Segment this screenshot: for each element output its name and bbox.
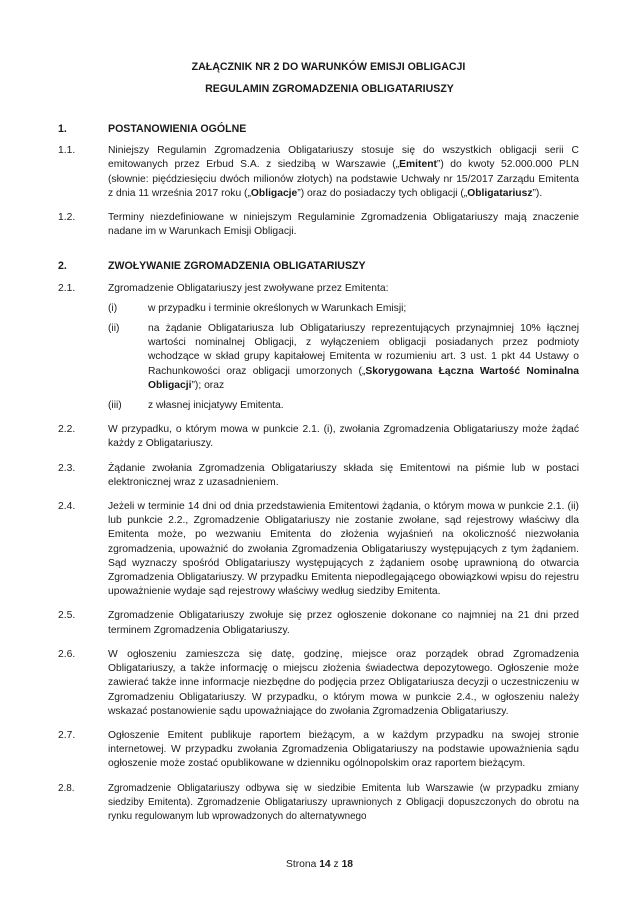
paragraph-2-3 xyxy=(58,462,579,490)
paragraph-1-1 xyxy=(58,144,579,201)
paragraph-number: 2.3. xyxy=(58,462,76,474)
paragraph-text: Zgromadzenie Obligatariuszy odbywa się w siedzibie Emitenta lub Warszawie (w przypadku zmiany siedziby Emitenta). Zgromadzenie Obligatariuszy uprawnionych z Obligacji dopuszczonych do obrotu na rynku regulowanym lub wprowadzonych do alternatywnego xyxy=(108,782,579,822)
section-heading xyxy=(58,122,579,136)
paragraph-text: Żądanie zwołania Zgromadzenia Obligatariuszy składa się Emitentowi na piśmie lub w postaci elektronicznej wraz z uzasadnieniem. xyxy=(108,462,579,488)
paragraph-2-8 xyxy=(58,782,579,825)
paragraph-text xyxy=(108,144,579,201)
section-number: 1. xyxy=(58,123,67,135)
paragraph-text: Zgromadzenie Obligatariuszy zwołuje się przez ogłoszenie dokonane co najmniej na 21 dni przed terminem Zgromadzenia Obligatariuszy. xyxy=(108,610,579,636)
text-run: ”) do kwoty 52.000.000 PLN (słownie: pięćdziesięciu dwóch milionów złotych) na podstawie Uchwały nr 15/2017 Zarządu Emitenta z dnia 11 września 2017 roku („ xyxy=(108,159,579,199)
paragraph-number: 1.1. xyxy=(58,145,76,157)
paragraph-number: 2.5. xyxy=(58,610,76,622)
text-run: ”) oraz do posiadaczy tych obligacji („ xyxy=(297,187,468,199)
paragraph-text: W ogłoszeniu zamieszcza się datę, godzinę, miejsce oraz porządek obrad Zgromadzenia Obligatariuszy, a także informację o miejscu złożenia świadectwa depozytowego. Ogłoszenie może zawierać także inne informacje niezbędne do podjęcia przez Obligatariusza decyzji o uczestniczeniu w Zgromadzeniu Obligatariuszy. W przypadku, o którym mowa w punkcie 2.4., w ogłoszeniu należy wskazać postanowienie sądu upoważniające do zwołania Zgromadzenia Obligatariuszy. xyxy=(108,648,579,717)
paragraph-2-2 xyxy=(58,423,579,451)
section-title: ZWOŁYWANIE ZGROMADZENIA OBLIGATARIUSZY xyxy=(108,260,366,273)
paragraph-2-4 xyxy=(58,500,579,599)
section-title: POSTANOWIENIA OGÓLNE xyxy=(108,123,247,135)
paragraph-number: 2.7. xyxy=(58,729,76,741)
paragraph-number: 2.8. xyxy=(58,782,75,794)
page-footer xyxy=(0,858,639,872)
subpoint-iii xyxy=(108,399,579,413)
paragraph-text: W przypadku, o którym mowa w punkcie 2.1. (i), zwołania Zgromadzenia Obligatariuszy może żądać każdy z Obligatariuszy. xyxy=(108,424,579,450)
subpoint-number: (ii) xyxy=(108,323,120,335)
page-separator: z xyxy=(333,859,339,870)
paragraph-2-1 xyxy=(58,282,579,414)
subpoint-ii xyxy=(108,322,579,393)
section-1 xyxy=(58,122,579,239)
subpoint-text: w przypadku i terminie określonych w Warunkach Emisji; xyxy=(148,302,407,314)
total-page-count: 18 xyxy=(341,859,354,870)
defined-term: Emitent xyxy=(399,159,437,171)
section-number: 2. xyxy=(58,260,67,273)
text-run: na żądanie Obligatariusza lub Obligatariuszy reprezentujących przynajmniej 10% łącznej wartości nominalnej Obligacji, z wyłączeniem obligacji posiadanych przez podmioty wchodzące w skład grupy kapitałowej Emitenta w rozumieniu art. 3 ust. 1 pkt 44 Ustawy o Rachunkowości oraz obligacji umorzonych („ xyxy=(148,323,579,377)
paragraph-2-7 xyxy=(58,729,579,772)
page-label: Strona xyxy=(285,859,317,870)
section-2 xyxy=(58,259,579,824)
section-heading xyxy=(58,259,579,273)
text-run: ”); oraz xyxy=(191,379,225,391)
paragraph-text: Terminy niezdefiniowane w niniejszym Regulaminie Zgromadzenia Obligatariuszy mają znaczenie nadane im w Warunkach Emisji Obligacji. xyxy=(108,212,579,238)
text-run: ”). xyxy=(532,187,543,199)
subpoint-i xyxy=(108,302,579,316)
subpoint-text: z własnej inicjatywy Emitenta. xyxy=(148,400,284,412)
paragraph-number: 1.2. xyxy=(58,212,76,224)
subpoint-text xyxy=(148,322,579,393)
paragraph-2-6 xyxy=(58,648,579,719)
paragraph-text: Zgromadzenie Obligatariuszy jest zwoływane przez Emitenta: xyxy=(108,282,389,294)
paragraph-body xyxy=(108,282,579,414)
paragraph-text: Jeżeli w terminie 14 dni od dnia przedstawienia Emitentowi żądania, o którym mowa w punkcie 2.1. (ii) lub punkcie 2.2., Zgromadzenie Obligatariuszy nie zostanie zwołane, sąd rejestrowy właściwy dla Emitenta może, po wezwaniu Emitenta do złożenia wyjaśnień na okoliczność niezwołania zgromadzenia, upoważnić do zwołania Zgromadzenia Obligatariuszy występujących z tym żądaniem. Sąd wyznaczy spośród Obligatariuszy występujących z żądaniem osobę uprawnioną do otwarcia Zgromadzenia Obligatariuszy. W przypadku Emitenta niepodlegającego obowiązkowi wpisu do rejestru upoważnienie wydaje sąd rejestrowy właściwy według siedziby Emitenta. xyxy=(108,501,579,598)
current-page-number: 14 xyxy=(319,859,331,870)
defined-term: Skorygowana Łączna Wartość Nominalna Obligacji xyxy=(148,365,579,391)
defined-term: Obligatariusz xyxy=(467,187,533,199)
text-run: Niniejszy Regulamin Zgromadzenia Obligatariuszy stosuje się do wszystkich obligacji serii C emitowanych przez Erbud S.A. z siedzibą w Warszawie („ xyxy=(108,145,579,171)
paragraph-number: 2.4. xyxy=(58,501,76,513)
paragraph-number: 2.6. xyxy=(58,648,76,660)
subpoint-number: (i) xyxy=(108,302,118,314)
document-title: ZAŁĄCZNIK NR 2 DO WARUNKÓW EMISJI OBLIGACJI xyxy=(191,61,466,73)
paragraph-number: 2.1. xyxy=(58,282,76,294)
subpoint-number: (iii) xyxy=(108,400,122,412)
defined-term: Obligacje xyxy=(250,187,298,199)
paragraph-text: Ogłoszenie Emitent publikuje raportem bieżącym, a w każdym przypadku na swojej stronie internetowej. W przypadku zwołania Zgromadzenia Obligatariuszy na podstawie upoważnienia sądu ogłoszenie może zostać opublikowane w dzienniku ogólnopolskim oraz raportem bieżącym. xyxy=(108,729,579,770)
paragraph-1-2 xyxy=(58,211,579,239)
paragraph-number: 2.2. xyxy=(58,424,76,436)
document-subtitle: REGULAMIN ZGROMADZENIA OBLIGATARIUSZY xyxy=(205,83,454,95)
paragraph-2-5 xyxy=(58,609,579,637)
